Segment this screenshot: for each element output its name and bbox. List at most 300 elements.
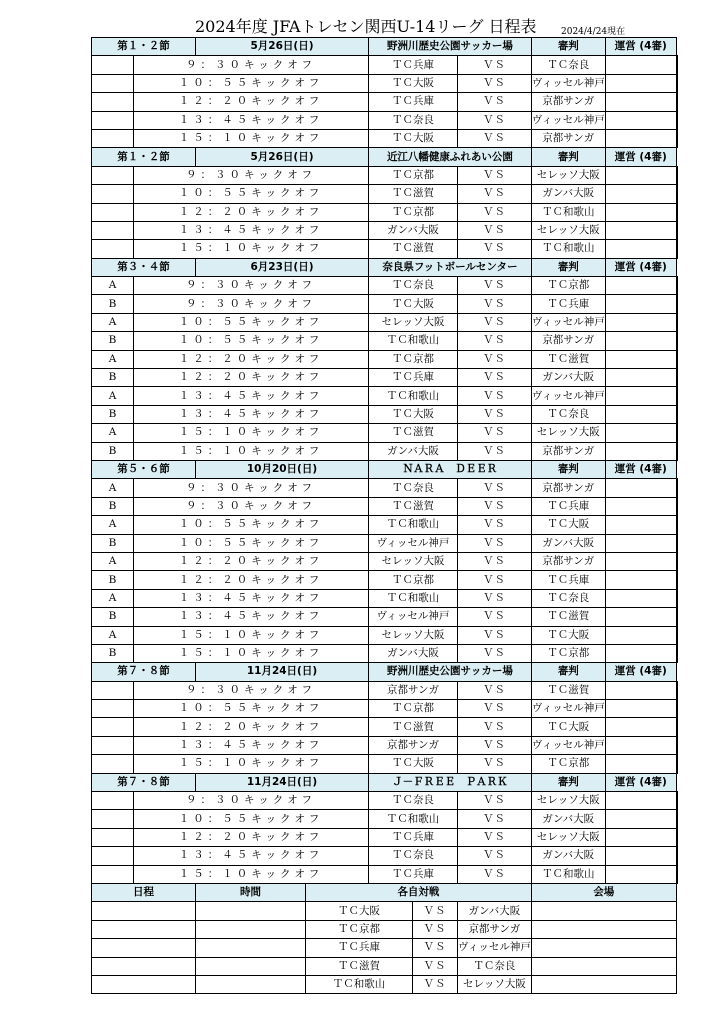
operations-cell xyxy=(676,644,677,662)
operations-cell xyxy=(676,810,677,828)
home-team: ガンバ大阪 xyxy=(369,221,458,239)
referee-cell xyxy=(605,792,676,810)
date-cell xyxy=(92,902,196,920)
home-team: ＴＣ大阪 xyxy=(306,902,413,920)
group-label xyxy=(92,847,134,865)
match-row xyxy=(92,295,678,313)
operations-cell xyxy=(676,865,677,883)
kickoff-time: １３：４５キックオフ xyxy=(134,847,369,865)
versus-label: ＶＳ xyxy=(413,939,458,957)
home-team: ＴＣ兵庫 xyxy=(369,369,458,387)
home-team: 京都サンガ xyxy=(369,736,458,754)
away-team: ＴＣ滋賀 xyxy=(531,608,605,626)
match-row xyxy=(92,442,678,460)
home-team: ＴＣ和歌山 xyxy=(369,516,458,534)
date-cell xyxy=(92,957,196,975)
group-label xyxy=(92,865,134,883)
versus-label: ＶＳ xyxy=(458,700,532,718)
versus-label: ＶＳ xyxy=(458,203,532,221)
referee-header: 審判 xyxy=(531,460,605,478)
referee-cell xyxy=(605,700,676,718)
home-team: ＴＣ大阪 xyxy=(369,74,458,92)
referee-cell xyxy=(605,608,676,626)
schedule-body xyxy=(92,38,678,994)
home-team: ＴＣ滋賀 xyxy=(306,957,413,975)
versus-label: ＶＳ xyxy=(458,847,532,865)
operations-header: 運営 (4審) xyxy=(605,38,676,56)
kickoff-time: ９：３０キックオフ xyxy=(134,792,369,810)
away-team: セレッソ大阪 xyxy=(531,792,605,810)
away-team: ガンバ大阪 xyxy=(531,847,605,865)
operations-cell xyxy=(676,387,677,405)
bottom-header-row xyxy=(92,883,678,901)
match-row xyxy=(92,810,678,828)
home-team: ＴＣ大阪 xyxy=(369,129,458,147)
referee-cell xyxy=(605,350,676,368)
referee-cell xyxy=(605,405,676,423)
kickoff-time: １３：４５キックオフ xyxy=(134,387,369,405)
kickoff-time: １３：４５キックオフ xyxy=(134,608,369,626)
section-header-row xyxy=(92,773,678,791)
referee-header: 審判 xyxy=(531,663,605,681)
operations-cell xyxy=(676,552,677,570)
versus-label: ＶＳ xyxy=(458,185,532,203)
match-row xyxy=(92,736,678,754)
home-team: ＴＣ奈良 xyxy=(369,479,458,497)
away-team: ヴィッセル神戸 xyxy=(531,74,605,92)
versus-label: ＶＳ xyxy=(458,332,532,350)
operations-cell xyxy=(676,700,677,718)
group-label xyxy=(92,111,134,129)
group-label: B xyxy=(92,295,134,313)
kickoff-time: １０：５５キックオフ xyxy=(134,810,369,828)
away-team: ガンバ大阪 xyxy=(531,534,605,552)
title-row xyxy=(0,14,724,36)
home-team: ＴＣ和歌山 xyxy=(369,589,458,607)
kickoff-time: １５：１０キックオフ xyxy=(134,644,369,662)
group-label: B xyxy=(92,497,134,515)
venue-header: 会場 xyxy=(531,883,676,901)
match-row xyxy=(92,277,678,295)
operations-cell xyxy=(676,534,677,552)
home-team: ＴＣ和歌山 xyxy=(306,975,413,993)
match-row xyxy=(92,589,678,607)
home-team: ＴＣ奈良 xyxy=(369,847,458,865)
kickoff-time: ９：３０キックオフ xyxy=(134,277,369,295)
match-date: 11月24日(日) xyxy=(196,773,369,791)
time-cell xyxy=(196,957,306,975)
away-team: ガンバ大阪 xyxy=(531,369,605,387)
kickoff-time: ９：３０キックオフ xyxy=(134,479,369,497)
match-row xyxy=(92,681,678,699)
venue-name: ＮＡＲＡ ＤＥＥＲ xyxy=(369,460,532,478)
match-row xyxy=(92,203,678,221)
round-label: 第５・６節 xyxy=(92,460,196,478)
match-date: 11月24日(日) xyxy=(196,663,369,681)
operations-cell xyxy=(676,313,677,331)
versus-label: ＶＳ xyxy=(458,93,532,111)
bottom-match-row xyxy=(92,902,678,920)
away-team: ＴＣ兵庫 xyxy=(531,571,605,589)
away-team: セレッソ大阪 xyxy=(531,166,605,184)
versus-label: ＶＳ xyxy=(458,828,532,846)
group-label xyxy=(92,828,134,846)
match-row xyxy=(92,240,678,258)
home-team: ＴＣ奈良 xyxy=(369,277,458,295)
versus-label: ＶＳ xyxy=(458,865,532,883)
match-row xyxy=(92,552,678,570)
match-row xyxy=(92,828,678,846)
away-team: ＴＣ奈良 xyxy=(531,405,605,423)
bottom-match-row xyxy=(92,957,678,975)
operations-cell xyxy=(676,497,677,515)
home-team: ヴィッセル神戸 xyxy=(369,608,458,626)
operations-cell xyxy=(676,332,677,350)
operations-cell xyxy=(676,166,677,184)
referee-cell xyxy=(605,828,676,846)
referee-cell xyxy=(605,571,676,589)
referee-cell xyxy=(605,424,676,442)
kickoff-time: １２：２０キックオフ xyxy=(134,350,369,368)
versus-label: ＶＳ xyxy=(458,792,532,810)
referee-cell xyxy=(605,111,676,129)
operations-cell xyxy=(676,608,677,626)
group-label: A xyxy=(92,589,134,607)
kickoff-time: １０：５５キックオフ xyxy=(134,74,369,92)
operations-cell xyxy=(676,589,677,607)
versus-label: ＶＳ xyxy=(458,240,532,258)
match-row xyxy=(92,332,678,350)
date-header: 日程 xyxy=(92,883,196,901)
away-team: ヴィッセル神戸 xyxy=(531,736,605,754)
kickoff-time: １２：２０キックオフ xyxy=(134,571,369,589)
group-label: A xyxy=(92,277,134,295)
kickoff-time: １３：４５キックオフ xyxy=(134,736,369,754)
kickoff-time: １５：１０キックオフ xyxy=(134,865,369,883)
referee-cell xyxy=(605,810,676,828)
venue-cell xyxy=(531,902,676,920)
match-row xyxy=(92,185,678,203)
section-header-row xyxy=(92,38,678,56)
kickoff-time: ９：３０キックオフ xyxy=(134,56,369,74)
operations-cell xyxy=(676,240,677,258)
operations-cell xyxy=(676,847,677,865)
operations-header: 運営 (4審) xyxy=(605,460,676,478)
home-team: ＴＣ京都 xyxy=(369,166,458,184)
home-team: ＴＣ奈良 xyxy=(369,792,458,810)
referee-cell xyxy=(605,369,676,387)
document-title: 2024年度 JFAトレセン関西U-14リーグ 日程表 xyxy=(195,17,537,36)
away-team: ＴＣ滋賀 xyxy=(531,681,605,699)
home-team: ＴＣ滋賀 xyxy=(369,424,458,442)
operations-header: 運営 (4審) xyxy=(605,773,676,791)
home-team: ＴＣ滋賀 xyxy=(369,240,458,258)
referee-cell xyxy=(605,74,676,92)
operations-cell xyxy=(676,56,677,74)
referee-cell xyxy=(605,552,676,570)
referee-cell xyxy=(605,534,676,552)
group-label: A xyxy=(92,479,134,497)
bottom-match-row xyxy=(92,939,678,957)
home-team: ヴィッセル神戸 xyxy=(369,534,458,552)
referee-cell xyxy=(605,203,676,221)
away-team: ＴＣ滋賀 xyxy=(531,350,605,368)
group-label: A xyxy=(92,552,134,570)
home-team: ＴＣ大阪 xyxy=(369,755,458,773)
operations-cell xyxy=(676,516,677,534)
operations-cell xyxy=(676,828,677,846)
match-row xyxy=(92,93,678,111)
away-team: ＴＣ兵庫 xyxy=(531,497,605,515)
away-team: 京都サンガ xyxy=(531,442,605,460)
home-team: ガンバ大阪 xyxy=(369,442,458,460)
operations-cell xyxy=(676,626,677,644)
away-team: ＴＣ大阪 xyxy=(531,718,605,736)
away-team: ヴィッセル神戸 xyxy=(458,939,532,957)
match-row xyxy=(92,571,678,589)
group-label xyxy=(92,736,134,754)
away-team: ヴィッセル神戸 xyxy=(531,387,605,405)
referee-header: 審判 xyxy=(531,38,605,56)
home-team: セレッソ大阪 xyxy=(369,552,458,570)
group-label: B xyxy=(92,608,134,626)
operations-cell xyxy=(676,792,677,810)
away-team: ＴＣ京都 xyxy=(531,277,605,295)
kickoff-time: １５：１０キックオフ xyxy=(134,442,369,460)
versus-label: ＶＳ xyxy=(458,387,532,405)
kickoff-time: １５：１０キックオフ xyxy=(134,129,369,147)
versus-label: ＶＳ xyxy=(458,129,532,147)
referee-cell xyxy=(605,681,676,699)
round-label: 第７・８節 xyxy=(92,663,196,681)
versus-label: ＶＳ xyxy=(458,736,532,754)
away-team: 京都サンガ xyxy=(531,552,605,570)
match-row xyxy=(92,166,678,184)
kickoff-time: １５：１０キックオフ xyxy=(134,424,369,442)
group-label: A xyxy=(92,313,134,331)
operations-cell xyxy=(676,221,677,239)
operations-cell xyxy=(676,681,677,699)
away-team: 京都サンガ xyxy=(531,129,605,147)
referee-cell xyxy=(605,644,676,662)
match-date: 10月20日(日) xyxy=(196,460,369,478)
group-label: B xyxy=(92,442,134,460)
versus-label: ＶＳ xyxy=(458,608,532,626)
away-team: 京都サンガ xyxy=(531,479,605,497)
match-row xyxy=(92,792,678,810)
match-row xyxy=(92,865,678,883)
home-team: ＴＣ滋賀 xyxy=(369,718,458,736)
referee-cell xyxy=(605,497,676,515)
versus-label: ＶＳ xyxy=(458,369,532,387)
home-team: ＴＣ兵庫 xyxy=(369,865,458,883)
kickoff-time: １２：２０キックオフ xyxy=(134,203,369,221)
match-row xyxy=(92,405,678,423)
referee-cell xyxy=(605,626,676,644)
operations-cell xyxy=(676,736,677,754)
kickoff-time: ９：３０キックオフ xyxy=(134,295,369,313)
group-label: B xyxy=(92,534,134,552)
operations-cell xyxy=(676,129,677,147)
operations-cell xyxy=(676,442,677,460)
referee-cell xyxy=(605,277,676,295)
match-row xyxy=(92,221,678,239)
kickoff-time: ９：３０キックオフ xyxy=(134,166,369,184)
home-team: ＴＣ兵庫 xyxy=(369,56,458,74)
operations-cell xyxy=(676,203,677,221)
versus-label: ＶＳ xyxy=(458,626,532,644)
match-row xyxy=(92,516,678,534)
away-team: ガンバ大阪 xyxy=(531,810,605,828)
venue-name: 近江八幡健康ふれあい公園 xyxy=(369,148,532,166)
versus-label: ＶＳ xyxy=(458,74,532,92)
away-team: ＴＣ京都 xyxy=(531,755,605,773)
away-team: ＴＣ和歌山 xyxy=(531,865,605,883)
home-team: セレッソ大阪 xyxy=(369,626,458,644)
referee-cell xyxy=(605,295,676,313)
home-team: ＴＣ大阪 xyxy=(369,405,458,423)
group-label xyxy=(92,203,134,221)
time-header: 時間 xyxy=(196,883,306,901)
venue-name: 野洲川歴史公園サッカー場 xyxy=(369,663,532,681)
group-label xyxy=(92,700,134,718)
match-date: 5月26日(日) xyxy=(196,38,369,56)
home-team: 京都サンガ xyxy=(369,681,458,699)
home-team: ＴＣ滋賀 xyxy=(369,497,458,515)
away-team: セレッソ大阪 xyxy=(531,221,605,239)
versus-label: ＶＳ xyxy=(413,975,458,993)
group-label xyxy=(92,792,134,810)
round-label: 第７・８節 xyxy=(92,773,196,791)
away-team: ＴＣ兵庫 xyxy=(531,295,605,313)
referee-cell xyxy=(605,93,676,111)
versus-label: ＶＳ xyxy=(458,424,532,442)
group-label: A xyxy=(92,516,134,534)
referee-cell xyxy=(605,865,676,883)
kickoff-time: １５：１０キックオフ xyxy=(134,626,369,644)
operations-cell xyxy=(676,405,677,423)
versus-label: ＶＳ xyxy=(458,589,532,607)
match-row xyxy=(92,424,678,442)
group-label xyxy=(92,129,134,147)
group-label xyxy=(92,74,134,92)
versus-label: ＶＳ xyxy=(458,810,532,828)
kickoff-time: １０：５５キックオフ xyxy=(134,185,369,203)
versus-label: ＶＳ xyxy=(458,313,532,331)
home-team: ＴＣ兵庫 xyxy=(306,939,413,957)
home-team: ＴＣ京都 xyxy=(306,920,413,938)
operations-cell xyxy=(676,755,677,773)
away-team: セレッソ大阪 xyxy=(458,975,532,993)
group-label xyxy=(92,755,134,773)
referee-cell xyxy=(605,755,676,773)
away-team: ＴＣ奈良 xyxy=(531,589,605,607)
venue-name: 奈良県フットボールセンター xyxy=(369,258,532,276)
section-header-row xyxy=(92,460,678,478)
group-label xyxy=(92,810,134,828)
time-cell xyxy=(196,975,306,993)
group-label xyxy=(92,718,134,736)
kickoff-time: ９：３０キックオフ xyxy=(134,681,369,699)
kickoff-time: １２：２０キックオフ xyxy=(134,718,369,736)
versus-label: ＶＳ xyxy=(458,644,532,662)
referee-cell xyxy=(605,516,676,534)
match-row xyxy=(92,74,678,92)
home-team: ＴＣ和歌山 xyxy=(369,332,458,350)
versus-label: ＶＳ xyxy=(413,902,458,920)
operations-cell xyxy=(676,93,677,111)
referee-cell xyxy=(605,166,676,184)
home-team: ＴＣ京都 xyxy=(369,350,458,368)
operations-cell xyxy=(676,74,677,92)
referee-cell xyxy=(605,442,676,460)
versus-label: ＶＳ xyxy=(458,111,532,129)
group-label: B xyxy=(92,332,134,350)
venue-name: 野洲川歴史公園サッカー場 xyxy=(369,38,532,56)
date-cell xyxy=(92,920,196,938)
kickoff-time: １３：４５キックオフ xyxy=(134,405,369,423)
away-team: 京都サンガ xyxy=(531,93,605,111)
away-team: ＴＣ大阪 xyxy=(531,516,605,534)
operations-cell xyxy=(676,295,677,313)
match-row xyxy=(92,497,678,515)
group-label: B xyxy=(92,405,134,423)
round-label: 第１・２節 xyxy=(92,38,196,56)
referee-cell xyxy=(605,129,676,147)
group-label xyxy=(92,56,134,74)
match-row xyxy=(92,608,678,626)
operations-cell xyxy=(676,571,677,589)
match-row xyxy=(92,387,678,405)
kickoff-time: １３：４５キックオフ xyxy=(134,589,369,607)
versus-label: ＶＳ xyxy=(458,166,532,184)
versus-label: ＶＳ xyxy=(458,405,532,423)
operations-cell xyxy=(676,350,677,368)
versus-label: ＶＳ xyxy=(458,350,532,368)
group-label: B xyxy=(92,644,134,662)
away-team: ＴＣ京都 xyxy=(531,644,605,662)
kickoff-time: １０：５５キックオフ xyxy=(134,534,369,552)
operations-cell xyxy=(676,369,677,387)
group-label xyxy=(92,221,134,239)
versus-label: ＶＳ xyxy=(458,552,532,570)
referee-cell xyxy=(605,332,676,350)
referee-cell xyxy=(605,718,676,736)
match-row xyxy=(92,129,678,147)
operations-cell xyxy=(676,479,677,497)
match-row xyxy=(92,369,678,387)
group-label: A xyxy=(92,626,134,644)
away-team: ヴィッセル神戸 xyxy=(531,700,605,718)
venue-cell xyxy=(531,920,676,938)
versus-label: ＶＳ xyxy=(413,920,458,938)
home-team: ＴＣ滋賀 xyxy=(369,185,458,203)
away-team: セレッソ大阪 xyxy=(531,828,605,846)
away-team: 京都サンガ xyxy=(531,332,605,350)
referee-cell xyxy=(605,221,676,239)
group-label xyxy=(92,166,134,184)
referee-header: 審判 xyxy=(531,148,605,166)
kickoff-time: １０：５５キックオフ xyxy=(134,516,369,534)
versus-label: ＶＳ xyxy=(458,497,532,515)
operations-header: 運営 (4審) xyxy=(605,663,676,681)
versus-label: ＶＳ xyxy=(458,479,532,497)
referee-cell xyxy=(605,736,676,754)
referee-cell xyxy=(605,847,676,865)
away-team: ＴＣ大阪 xyxy=(531,626,605,644)
kickoff-time: １２：２０キックオフ xyxy=(134,369,369,387)
away-team: ヴィッセル神戸 xyxy=(531,111,605,129)
